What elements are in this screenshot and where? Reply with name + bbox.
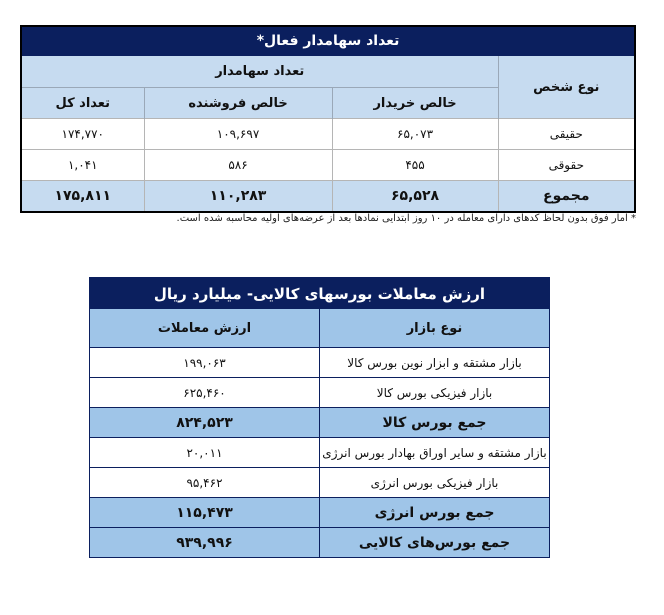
net-buyer-cell: ۴۵۵ xyxy=(332,150,498,181)
net-seller-cell: ۵۸۶ xyxy=(144,150,332,181)
header-net-seller: خالص فروشنده xyxy=(144,88,332,119)
table-row xyxy=(90,438,550,468)
person-type-cell: حقیقی xyxy=(498,119,635,150)
total-net-seller: ۱۱۰,۲۸۳ xyxy=(144,181,332,213)
table-row xyxy=(90,378,550,408)
total-row xyxy=(21,181,635,213)
grand-total-label: جمع بورس‌های کالایی xyxy=(320,528,550,558)
table-title: ارزش معاملات بورسهای کالایی- میلیارد ریال xyxy=(90,278,550,310)
total-count-cell: ۱,۰۴۱ xyxy=(21,150,144,181)
net-seller-cell: ۱۰۹,۶۹۷ xyxy=(144,119,332,150)
trade-value-cell: ۶۲۵,۴۶۰ xyxy=(90,378,320,408)
header-market-type: نوع بازار xyxy=(320,309,550,348)
subtotal-label: جمع بورس کالا xyxy=(320,408,550,438)
trade-value-cell: ۹۵,۴۶۲ xyxy=(90,468,320,498)
table-row xyxy=(90,468,550,498)
commodity-exchange-trades-table xyxy=(89,277,550,558)
subtotal-row xyxy=(90,408,550,438)
total-count-cell: ۱۷۴,۷۷۰ xyxy=(21,119,144,150)
header-total-count: تعداد کل xyxy=(21,88,144,119)
table-title: تعداد سهامدار فعال* xyxy=(21,26,635,56)
header-shareholder-count-group: تعداد سهامدار xyxy=(21,56,498,88)
subtotal-value: ۸۲۴,۵۲۳ xyxy=(90,408,320,438)
grand-total-row xyxy=(90,528,550,558)
header-net-buyer: خالص خریدار xyxy=(332,88,498,119)
subtotal-value: ۱۱۵,۴۷۳ xyxy=(90,498,320,528)
table-row xyxy=(21,119,635,150)
footnote: * آمار فوق بدون لحاظ کدهای دارای معامله در ۱۰ روز ابتدایی نمادها بعد از عرضه‌های اولیه محاسبه شده است. xyxy=(176,213,636,224)
grand-total-value: ۹۳۹,۹۹۶ xyxy=(90,528,320,558)
trade-value-cell: ۲۰,۰۱۱ xyxy=(90,438,320,468)
header-person-type: نوع شخص xyxy=(498,56,635,119)
header-trade-value: ارزش معاملات xyxy=(90,309,320,348)
active-shareholders-table xyxy=(20,25,636,213)
trade-value-cell: ۱۹۹,۰۶۳ xyxy=(90,348,320,378)
subtotal-row xyxy=(90,498,550,528)
table-row xyxy=(90,348,550,378)
subtotal-label: جمع بورس انرژی xyxy=(320,498,550,528)
total-total-count: ۱۷۵,۸۱۱ xyxy=(21,181,144,213)
net-buyer-cell: ۶۵,۰۷۳ xyxy=(332,119,498,150)
person-type-cell: حقوقی xyxy=(498,150,635,181)
market-type-cell: بازار فیزیکی بورس کالا xyxy=(320,378,550,408)
market-type-cell: بازار فیزیکی بورس انرژی xyxy=(320,468,550,498)
market-type-cell: بازار مشتقه و سایر اوراق بهادار بورس انرژی xyxy=(320,438,550,468)
total-net-buyer: ۶۵,۵۲۸ xyxy=(332,181,498,213)
table-row xyxy=(21,150,635,181)
total-label: مجموع xyxy=(498,181,635,213)
market-type-cell: بازار مشتقه و ابزار نوین بورس کالا xyxy=(320,348,550,378)
